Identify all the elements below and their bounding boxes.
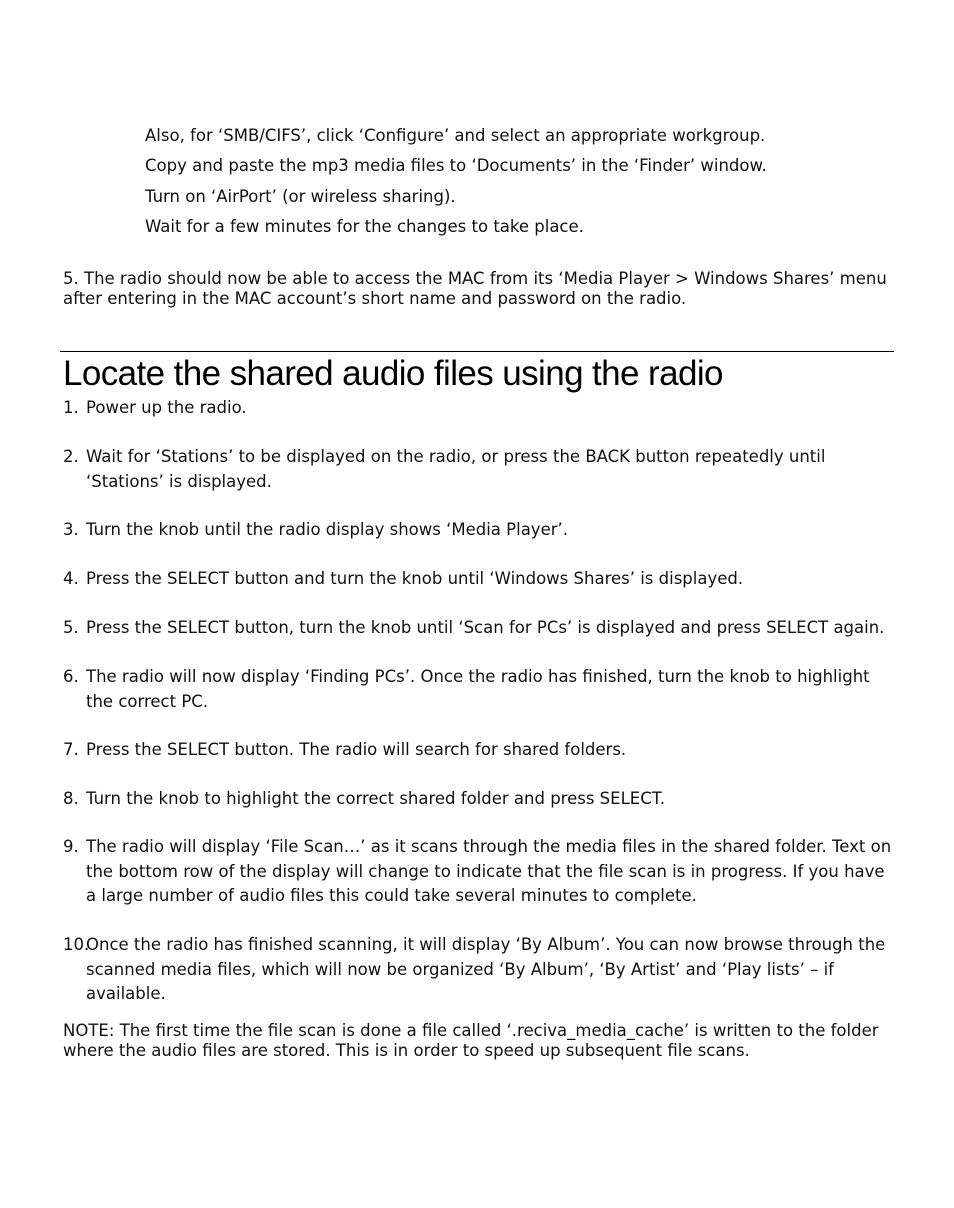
list-item xyxy=(63,518,893,543)
step-number: 5. xyxy=(63,618,79,637)
section-heading: Locate the shared audio files using the radio xyxy=(63,354,723,393)
list-item xyxy=(63,567,893,592)
step-number: 9. xyxy=(63,837,79,856)
step-number: 8. xyxy=(63,789,79,808)
step-text: Turn the knob to highlight the correct shared folder and press SELECT. xyxy=(86,789,666,808)
step-text: Press the SELECT button. The radio will search for shared folders. xyxy=(86,740,627,759)
step-text: The radio will display ‘File Scan…’ as it scans through the media files in the shared folder. Text on the bottom row of the display will change to indicate that the file scan is in progress. If you have a large number of audio files this could take several minutes to complete. xyxy=(86,837,892,905)
step-text: Turn the knob until the radio display shows ‘Media Player’. xyxy=(86,520,568,539)
intro-line: Turn on ‘AirPort’ (or wireless sharing). xyxy=(145,187,456,206)
step5-paragraph: 5. The radio should now be able to access the MAC from its ‘Media Player > Windows Shares’ menu after entering in the MAC account’s short name and password on the radio. xyxy=(63,269,887,308)
step-number: 6. xyxy=(63,667,79,686)
intro-line: Copy and paste the mp3 media files to ‘Documents’ in the ‘Finder’ window. xyxy=(145,156,767,175)
step-text: Press the SELECT button, turn the knob until ‘Scan for PCs’ is displayed and press SELECT again. xyxy=(86,618,885,637)
intro-line: Also, for ‘SMB/CIFS’, click ‘Configure’ and select an appropriate workgroup. xyxy=(145,126,766,145)
list-item xyxy=(63,616,893,641)
step-text: Power up the radio. xyxy=(86,398,247,417)
step-number: 3. xyxy=(63,520,79,539)
list-item xyxy=(63,835,893,909)
step-number: 2. xyxy=(63,447,79,466)
step-number: 10. xyxy=(63,935,90,954)
step-text: Once the radio has finished scanning, it will display ‘By Album’. You can now browse through the scanned media files, which will now be organized ‘By Album’, ‘By Artist’ and ‘Play lists’ – if available. xyxy=(86,935,886,1003)
list-item xyxy=(63,445,893,494)
note-paragraph: NOTE: The first time the file scan is done a file called ‘.reciva_media_cache’ is written to the folder where the audio files are stored. This is in order to speed up subsequent file scans. xyxy=(63,1021,879,1060)
list-item xyxy=(63,665,893,714)
list-item xyxy=(63,738,893,763)
list-item xyxy=(63,933,893,1007)
list-item xyxy=(63,787,893,812)
step-number: 4. xyxy=(63,569,79,588)
step-number: 7. xyxy=(63,740,79,759)
intro-line: Wait for a few minutes for the changes to take place. xyxy=(145,217,584,236)
step-number: 1. xyxy=(63,398,79,417)
list-item xyxy=(63,396,893,421)
step-text: Press the SELECT button and turn the knob until ‘Windows Shares’ is displayed. xyxy=(86,569,744,588)
step-text: Wait for ‘Stations’ to be displayed on the radio, or press the BACK button repeatedly until ‘Stations’ is displayed. xyxy=(86,447,826,491)
step-text: The radio will now display ‘Finding PCs’. Once the radio has finished, turn the knob to highlight the correct PC. xyxy=(86,667,870,711)
